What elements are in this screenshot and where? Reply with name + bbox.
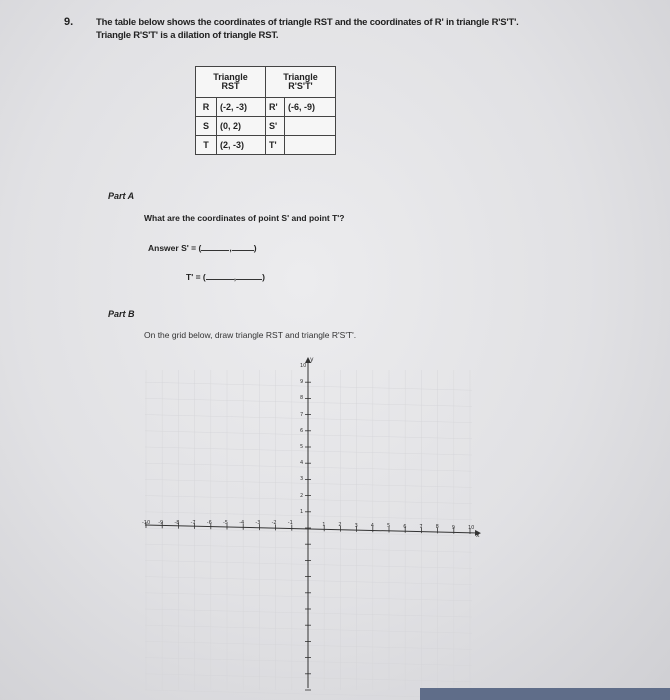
s-prime-prefix: S' = ( [181, 243, 202, 253]
header-rst-line1: Triangle [213, 72, 248, 82]
s-prime-close: ) [253, 243, 257, 253]
x-tick-label: 3 [354, 522, 358, 529]
x-tick-label: -4 [239, 520, 245, 526]
s-prime-separator: , [229, 243, 232, 253]
y-tick-label: 7 [300, 411, 304, 418]
part-b-instruction: On the grid below, draw triangle RST and triangle R'S'T'. [144, 330, 357, 340]
y-tick-label: 6 [300, 427, 304, 434]
x-tick-label: 8 [435, 524, 439, 531]
x-tick-label: -6 [206, 520, 212, 526]
vertex-label: T [196, 136, 217, 155]
x-tick-label: 9 [451, 524, 455, 531]
part-b-label: Part B [108, 309, 135, 319]
x-tick-label: -7 [190, 520, 196, 526]
y-tick-label: 10 [300, 363, 307, 369]
x-tick-label: 2 [338, 522, 342, 529]
part-a-label: Part A [108, 191, 135, 201]
x-tick-label: -5 [223, 520, 228, 526]
y-tick-label: 4 [300, 460, 304, 467]
answer-label: Answer [148, 243, 179, 253]
y-tick-label: 9 [300, 379, 304, 386]
image-vertex-label: R' [266, 98, 285, 117]
x-tick-label: -1 [287, 520, 293, 526]
x-tick-label: 5 [387, 523, 391, 530]
x-axis-label: x [476, 532, 480, 539]
x-tick-label: 10 [468, 525, 475, 532]
y-tick-label: 2 [300, 492, 304, 499]
x-tick-label: 6 [403, 523, 407, 530]
header-rst-line2: RST [221, 81, 240, 91]
x-tick-label: 4 [370, 523, 374, 530]
image-vertex-coordinate: (-6, -9) [285, 98, 336, 117]
x-tick-label: -3 [255, 520, 261, 526]
bottom-taskbar [420, 688, 670, 700]
image-vertex-label: T' [266, 136, 285, 155]
x-tick-label: -10 [142, 520, 151, 526]
vertex-coordinate: (2, -3) [217, 136, 266, 155]
header-rst-prime-line1: Triangle [283, 72, 318, 82]
y-axis-label: y [310, 356, 314, 363]
vertex-coordinate: (0, 2) [217, 117, 266, 136]
question-text: The table below shows the coordinates of triangle RST and the coordinates of R' in triangle R'S'T'. Triangle R'S'T' is a dilation of triangle RST. [96, 17, 519, 41]
vertex-coordinate: (-2, -3) [217, 98, 266, 117]
vertex-label: S [196, 117, 217, 136]
question-number: 9. [64, 16, 74, 28]
t-prime-close: ) [262, 272, 265, 282]
x-tick-label: 7 [419, 524, 423, 531]
vertex-label: R [196, 98, 217, 117]
y-tick-label: 3 [300, 476, 304, 483]
t-prime-prefix: T' = ( [186, 272, 206, 282]
t-prime-separator: , [233, 272, 237, 282]
y-tick-label: 5 [300, 444, 304, 450]
x-tick-label: -8 [174, 520, 180, 526]
part-a-question: What are the coordinates of point S' and point T'? [144, 213, 345, 223]
x-tick-label: 1 [322, 522, 326, 528]
x-tick-label: -2 [271, 520, 277, 526]
y-tick-label: 1 [300, 508, 304, 515]
x-tick-label: -9 [158, 520, 164, 526]
header-rst-prime-line2: R'S'T' [288, 81, 313, 91]
image-vertex-label: S' [266, 117, 285, 136]
y-tick-label: 8 [300, 395, 304, 402]
